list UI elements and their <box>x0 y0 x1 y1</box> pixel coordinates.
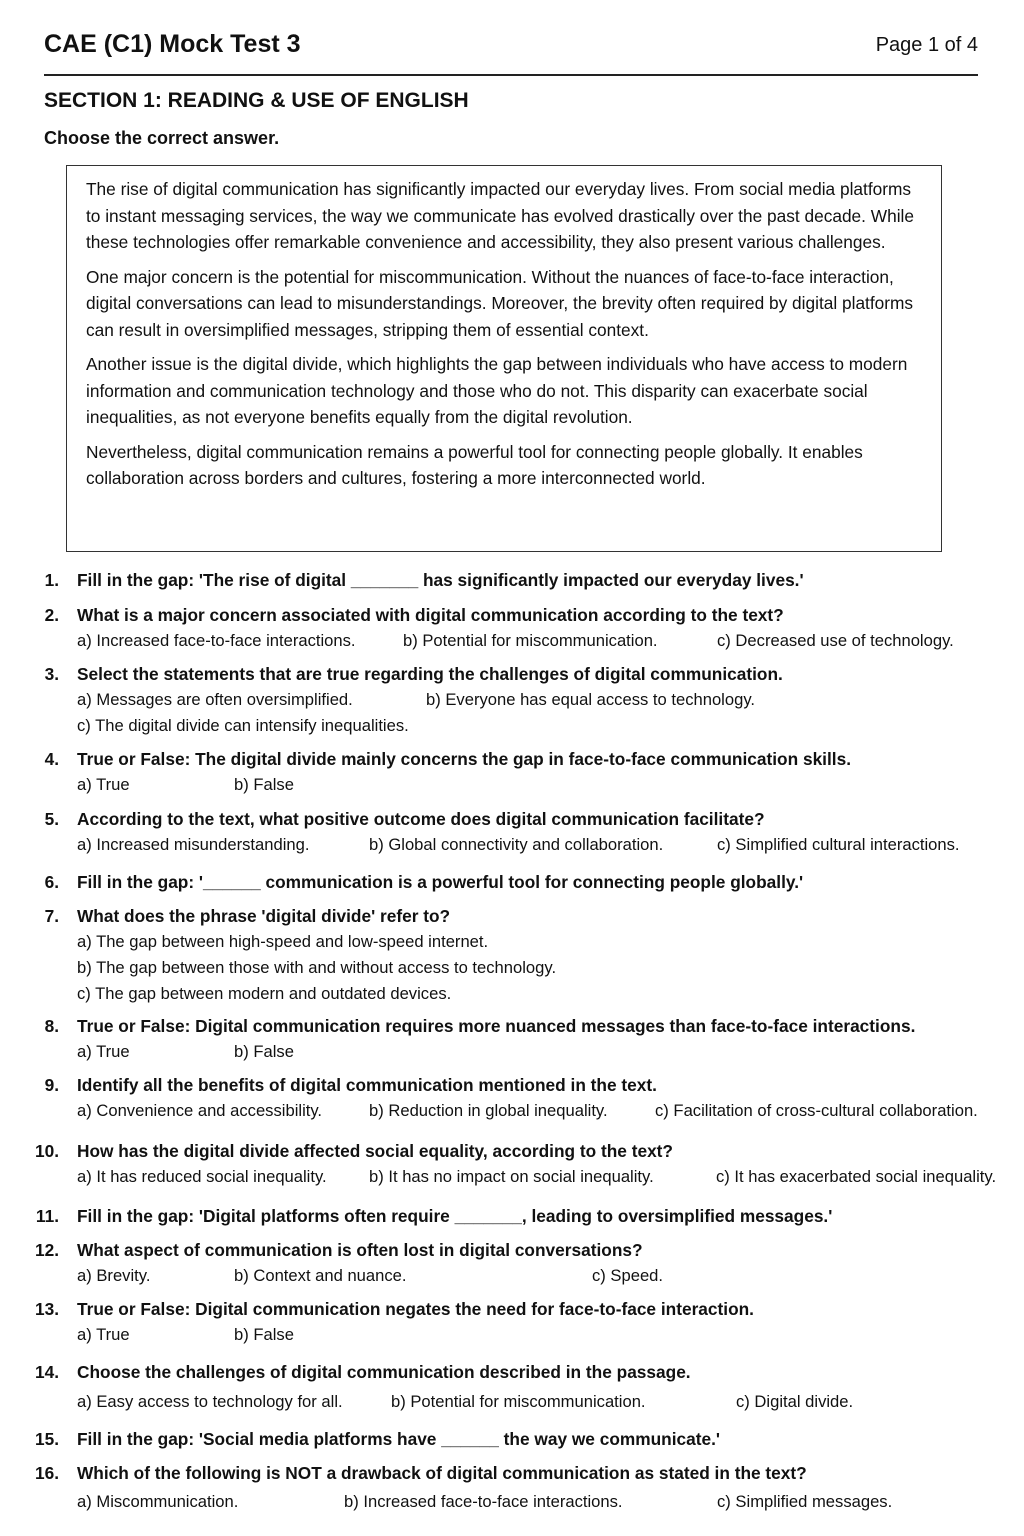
answer-option[interactable]: c) The digital divide can intensify inequalities. <box>77 716 409 735</box>
question-text: What aspect of communication is often lost in digital conversations? <box>77 1240 643 1260</box>
page-number: Page 1 of 4 <box>875 34 978 56</box>
answer-option[interactable]: c) The gap between modern and outdated devices. <box>77 984 452 1003</box>
answer-option[interactable]: c) Simplified cultural interactions. <box>717 835 960 854</box>
answer-option[interactable]: b) False <box>234 1325 294 1344</box>
answer-option[interactable]: a) It has reduced social inequality. <box>77 1167 327 1186</box>
answer-option[interactable]: c) Digital divide. <box>736 1392 854 1411</box>
passage-paragraph: The rise of digital communication has significantly impacted our everyday lives. From social media platforms to instant messaging services, the way we communicate has evolved drastically over the past decade. While these technologies offer remarkable convenience and accessibility, they also present various challenges. <box>86 179 914 252</box>
question-text: Fill in the gap: '______ communication is a powerful tool for connecting people globally.' <box>77 872 804 892</box>
passage-paragraph: Another issue is the digital divide, which highlights the gap between individuals who have access to modern information and communication technology and those who do not. This disparity can exacerbate social inequalities, as not everyone benefits equally from the digital revolution. <box>86 354 908 427</box>
question-8 <box>0 1016 1024 1068</box>
instruction: Choose the correct answer. <box>44 128 280 148</box>
passage-paragraph: Nevertheless, digital communication remains a powerful tool for connecting people globally. It enables collaboration across borders and cultures, fostering a more interconnected world. <box>86 441 863 488</box>
question-7 <box>0 906 1024 1010</box>
question-4 <box>0 749 1024 801</box>
answer-option[interactable]: a) Brevity. <box>77 1266 151 1285</box>
question-12 <box>0 1240 1024 1292</box>
question-10 <box>0 1141 1024 1193</box>
answer-option[interactable]: c) Facilitation of cross-cultural collaboration. <box>655 1101 978 1120</box>
answer-option[interactable]: a) Increased misunderstanding. <box>77 835 310 854</box>
reading-passage <box>66 165 942 552</box>
question-text: True or False: The digital divide mainly concerns the gap in face-to-face communication skills. <box>77 749 852 769</box>
question-16 <box>0 1463 1024 1518</box>
answer-option[interactable]: c) It has exacerbated social inequality. <box>716 1167 997 1186</box>
question-text: What is a major concern associated with digital communication according to the text? <box>77 605 784 625</box>
section-title: SECTION 1: READING & USE OF ENGLISH <box>44 89 469 112</box>
question-text: According to the text, what positive outcome does digital communication facilitate? <box>77 809 765 829</box>
question-number: 9. <box>44 1075 59 1095</box>
question-15 <box>0 1429 1024 1455</box>
answer-option[interactable]: b) It has no impact on social inequality. <box>369 1167 654 1186</box>
answer-option[interactable]: a) True <box>77 1042 130 1061</box>
answer-option[interactable]: b) Everyone has equal access to technology. <box>426 690 755 709</box>
question-number: 10. <box>34 1141 59 1161</box>
question-text: True or False: Digital communication negates the need for face-to-face interaction. <box>77 1299 754 1319</box>
question-number: 1. <box>44 570 59 590</box>
question-number: 7. <box>44 906 59 926</box>
answer-option[interactable]: a) Miscommunication. <box>77 1492 239 1511</box>
question-9 <box>0 1075 1024 1127</box>
answer-option[interactable]: a) True <box>77 1325 130 1344</box>
question-text: Fill in the gap: 'Social media platforms have ______ the way we communicate.' <box>77 1429 721 1449</box>
question-2 <box>0 605 1024 657</box>
question-text: Select the statements that are true regarding the challenges of digital communication. <box>77 664 783 684</box>
answer-option[interactable]: a) Easy access to technology for all. <box>77 1392 343 1411</box>
question-number: 6. <box>44 872 59 892</box>
answer-option[interactable]: c) Decreased use of technology. <box>717 631 954 650</box>
question-number: 3. <box>44 664 59 684</box>
answer-option[interactable]: b) The gap between those with and without access to technology. <box>77 958 557 977</box>
question-6 <box>0 872 1024 898</box>
question-text: Which of the following is NOT a drawback of digital communication as stated in the text? <box>77 1463 807 1483</box>
question-number: 13. <box>34 1299 59 1319</box>
question-text: Identify all the benefits of digital communication mentioned in the text. <box>77 1075 657 1095</box>
answer-option[interactable]: b) Global connectivity and collaboration. <box>369 835 664 854</box>
question-1 <box>0 570 1024 596</box>
answer-option[interactable]: a) Messages are often oversimplified. <box>77 690 353 709</box>
question-text: How has the digital divide affected social equality, according to the text? <box>77 1141 673 1161</box>
document-title: CAE (C1) Mock Test 3 <box>44 30 301 58</box>
answer-option[interactable]: a) The gap between high-speed and low-speed internet. <box>77 932 489 951</box>
answer-option[interactable]: b) Potential for miscommunication. <box>391 1392 646 1411</box>
answer-option[interactable]: b) Reduction in global inequality. <box>369 1101 608 1120</box>
question-number: 16. <box>34 1463 59 1483</box>
answer-option[interactable]: a) True <box>77 775 130 794</box>
question-3 <box>0 664 1024 742</box>
question-14 <box>0 1362 1024 1418</box>
question-text: Fill in the gap: 'The rise of digital _______ has significantly impacted our everyday lives.' <box>77 570 804 590</box>
passage-paragraph: One major concern is the potential for miscommunication. Without the nuances of face-to-face interaction, digital conversations can lead to misunderstandings. Moreover, the brevity often required by digital platforms can result in oversimplified messages, stripping them of essential context. <box>86 266 914 340</box>
answer-option[interactable]: b) Potential for miscommunication. <box>403 631 658 650</box>
answer-option[interactable]: c) Simplified messages. <box>717 1492 893 1511</box>
question-text: What does the phrase 'digital divide' refer to? <box>77 906 451 926</box>
question-number: 8. <box>44 1016 59 1036</box>
question-number: 15. <box>34 1429 59 1449</box>
question-number: 12. <box>34 1240 59 1260</box>
question-5 <box>0 809 1024 861</box>
question-text: True or False: Digital communication requires more nuanced messages than face-to-face interactions. <box>77 1016 916 1036</box>
question-number: 4. <box>44 749 59 769</box>
question-number: 2. <box>44 605 59 625</box>
answer-option[interactable]: a) Increased face-to-face interactions. <box>77 631 356 650</box>
answer-option[interactable]: b) False <box>234 775 294 794</box>
question-11 <box>0 1206 1024 1232</box>
answer-option[interactable]: a) Convenience and accessibility. <box>77 1101 323 1120</box>
question-text: Fill in the gap: 'Digital platforms often require _______, leading to oversimplified messages.' <box>77 1206 833 1226</box>
question-text: Choose the challenges of digital communication described in the passage. <box>77 1362 691 1382</box>
question-number: 5. <box>44 809 59 829</box>
answer-option[interactable]: c) Speed. <box>592 1266 664 1285</box>
answer-option[interactable]: b) Increased face-to-face interactions. <box>344 1492 623 1511</box>
question-number: 14. <box>34 1362 59 1382</box>
answer-option[interactable]: b) False <box>234 1042 294 1061</box>
page-header <box>44 28 978 76</box>
answer-option[interactable]: b) Context and nuance. <box>234 1266 407 1285</box>
question-13 <box>0 1299 1024 1351</box>
question-number: 11. <box>35 1206 59 1226</box>
